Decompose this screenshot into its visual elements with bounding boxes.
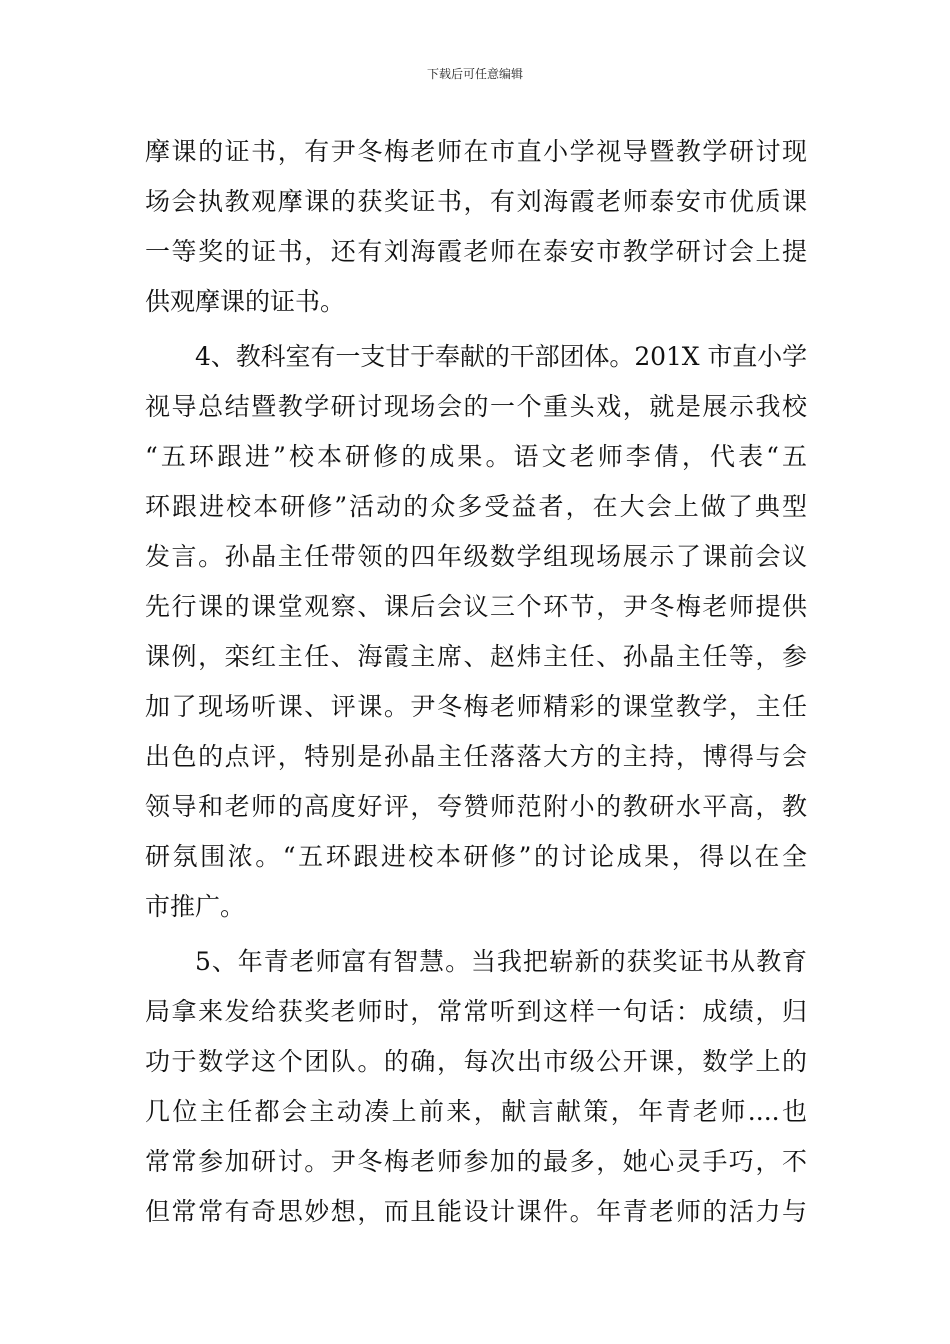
paragraph-1: [145, 127, 807, 327]
text-line: 场会执教观摩课的获奖证书，有刘海霞老师泰安市优质课: [145, 187, 807, 216]
text-line: 4、教科室有一支甘于奉献的干部团体。201X 市直小学: [195, 342, 807, 371]
text-line: 发言。孙晶主任带领的四年级数学组现场展示了课前会议: [145, 542, 807, 571]
text-line: 研氛围浓。“五环跟进校本研修”的讨论成果，得以在全: [145, 842, 807, 871]
text-line: 5、年青老师富有智慧。当我把崭新的获奖证书从教育: [195, 947, 807, 976]
paragraph-2: [145, 332, 807, 932]
text-line: 视导总结暨教学研讨现场会的一个重头戏，就是展示我校: [145, 392, 807, 421]
text-line: 局拿来发给获奖老师时，常常听到这样一句话：成绩，归: [145, 997, 807, 1026]
text-line: 常常参加研讨。尹冬梅老师参加的最多，她心灵手巧，不: [145, 1147, 807, 1176]
text-line: 出色的点评，特别是孙晶主任落落大方的主持，博得与会: [145, 742, 807, 771]
text-line: 功于数学这个团队。的确，每次出市级公开课，数学上的: [145, 1047, 807, 1076]
document-body: [145, 127, 807, 1237]
text-line: 课例，栾红主任、海霞主席、赵炜主任、孙晶主任等，参: [145, 642, 807, 671]
text-line: 领导和老师的高度好评，夸赞师范附小的教研水平高，教: [145, 792, 807, 821]
text-line: 供观摩课的证书。: [145, 287, 346, 316]
text-line: 先行课的课堂观察、课后会议三个环节，尹冬梅老师提供: [145, 592, 807, 621]
text-line: 一等奖的证书，还有刘海霞老师在泰安市教学研讨会上提: [145, 237, 807, 266]
text-line: 但常常有奇思妙想，而且能设计课件。年青老师的活力与: [145, 1197, 807, 1226]
text-line: 市推广。: [145, 892, 246, 921]
text-line: 环跟进校本研修”活动的众多受益者，在大会上做了典型: [145, 492, 807, 521]
text-line: “五环跟进”校本研修的成果。语文老师李倩，代表“五: [145, 442, 807, 471]
paragraph-3: [145, 937, 807, 1237]
page-header: 下载后可任意编辑: [426, 67, 523, 81]
text-line: 加了现场听课、评课。尹冬梅老师精彩的课堂教学，主任: [145, 692, 807, 721]
text-line: 摩课的证书，有尹冬梅老师在市直小学视导暨教学研讨现: [145, 137, 807, 166]
text-line: 几位主任都会主动凑上前来，献言献策，年青老师....也: [145, 1097, 807, 1126]
